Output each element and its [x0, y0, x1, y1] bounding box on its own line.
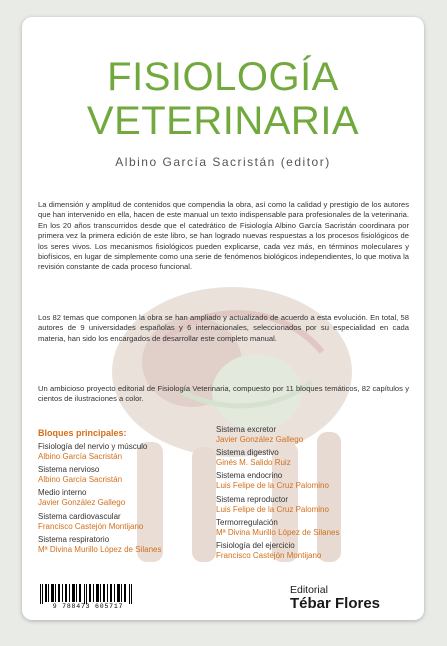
barcode-bars [38, 584, 138, 604]
publisher-logo [290, 584, 380, 612]
block-title: Fisiología del nervio y músculo [38, 442, 148, 451]
block-item [38, 488, 228, 508]
block-author: Albino García Sacristán [38, 475, 123, 485]
publisher-line-1: Editorial [290, 584, 328, 596]
block-item [216, 471, 416, 491]
block-title: Sistema endocrino [216, 471, 283, 481]
block-title: Medio interno [38, 488, 87, 498]
editor-credit: Albino García Sacristán (editor) [115, 155, 331, 169]
block-author: Mª Divina Murillo López de Silanes [38, 544, 162, 554]
block-author: Luis Felipe de la Cruz Palomino [216, 504, 329, 514]
block-title: Sistema digestivo [216, 448, 279, 458]
isbn-barcode [32, 582, 144, 612]
blocks-heading: Bloques principales: [38, 428, 127, 438]
blocks-column-right [216, 425, 416, 564]
block-item [216, 495, 416, 515]
block-author: Luis Felipe de la Cruz Palomino [216, 481, 329, 491]
block-title: Sistema reproductor [216, 494, 289, 504]
block-author: Ginés M. Salido Ruiz [216, 458, 291, 468]
block-author: Francisco Castejón Montijano [38, 521, 144, 531]
isbn-number: 9 788473 605717 [52, 603, 124, 610]
blocks-column-left [38, 428, 228, 558]
book-back-cover [22, 17, 424, 620]
block-item [38, 442, 228, 462]
block-title: Sistema cardiovascular [38, 511, 121, 521]
description-paragraph-1: La dimensión y amplitud de contenidos que compendia la obra, así como la calidad y prestigio de los autores que han intervenido en ella, hacen de este manual un texto indispensable para profesionales de la veterinaria. En los 20 años transcurridos desde que el catedrático de Fisiología Albino García Sacristán coordinara por primera vez la primera edición de este libro, se han logrado nuevas respuestas a los procesos fisiológicos de los seres vivos. Los mecanismos fisiológicos pueden explicarse, cada vez más, en términos moleculares y biofísicos, en lugar de simplemente como una serie de fenómenos biológicos independientes, lo que motiva la revisión constante de cada proceso funcional. [38, 200, 409, 272]
block-item [38, 465, 228, 485]
block-title: Sistema excretor [216, 425, 277, 434]
block-title: Sistema nervioso [38, 465, 100, 475]
block-author: Javier González Gallego [216, 435, 304, 444]
title-line-1: FISIOLOGÍA [107, 55, 339, 99]
description-paragraph-3: Un ambicioso proyecto editorial de Fisiología Veterinaria, compuesto por 11 bloques temáticos, 82 capítulos y cientos de ilustraciones a color. [38, 384, 409, 404]
block-item [216, 448, 416, 468]
block-author: Albino García Sacristán [38, 452, 123, 461]
block-author: Francisco Castejón Montijano [216, 550, 322, 560]
title-line-2: VETERINARIA [86, 99, 360, 143]
description-paragraph-2: Los 82 temas que componen la obra se han ampliado y actualizado de acuerdo a esta evolución. En total, 58 autores de 9 universidades españolas y 6 internacionales, seleccionados por su especialidad en cada materia, han sido los encargados de desarrollar este completo manual. [38, 313, 409, 343]
block-title: Fisiología del ejercicio [216, 540, 295, 550]
block-item [216, 425, 416, 445]
block-item [38, 535, 228, 555]
block-item [216, 541, 416, 561]
block-item [38, 512, 228, 532]
block-author: Mª Divina Murillo López de Silanes [216, 527, 340, 537]
block-item [216, 518, 416, 538]
block-author: Javier González Gallego [38, 498, 126, 508]
block-title: Termorregulación [216, 517, 278, 527]
publisher-line-2: Tébar Flores [290, 595, 381, 612]
block-title: Sistema respiratorio [38, 534, 110, 544]
